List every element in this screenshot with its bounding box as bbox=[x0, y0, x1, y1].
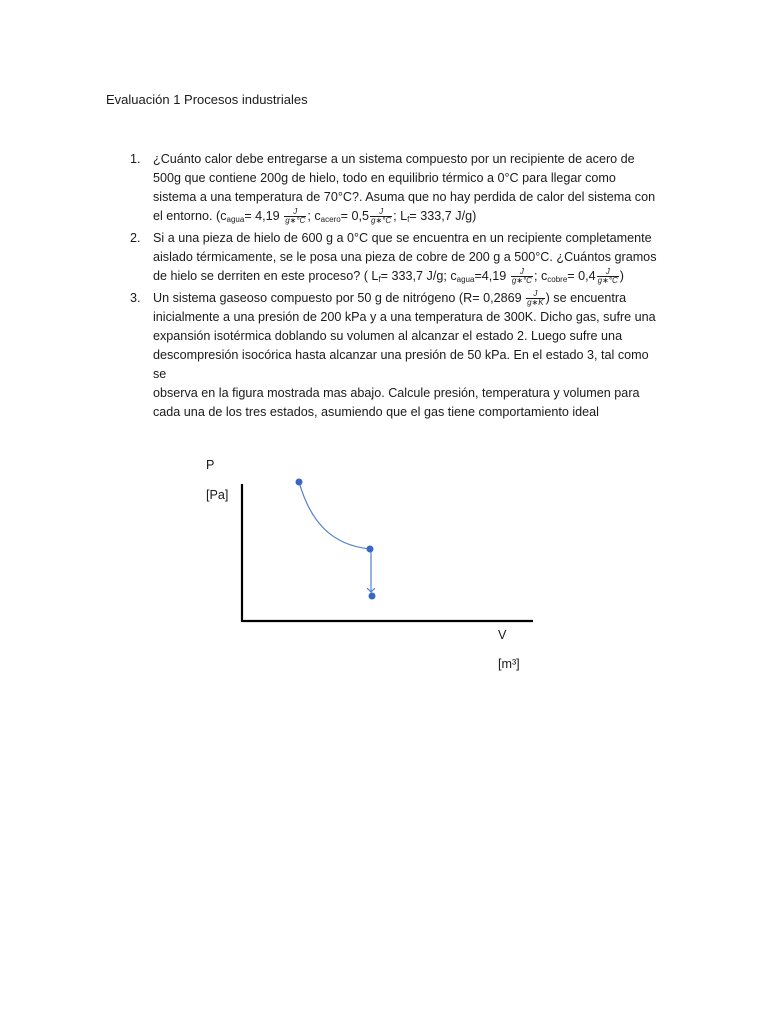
question-3-line-5: observa en la figura mostrada mas abajo. Calcule presión, temperatura y volumen para bbox=[153, 386, 640, 400]
question-2-line-3: de hielo se derriten en este proceso? ( $L_f= 333,7$ J/g; $c_{agua}=4,19$ $\frac{J}{g∗^\circ C}$ ; $c_{cobre}= 0,4$ $\frac{J}{g∗^\circ C}$ ) bbox=[153, 267, 624, 286]
fraction-j-per-gk: $\frac{J}{g∗K}$ bbox=[527, 289, 544, 308]
state-3-point bbox=[369, 593, 376, 600]
subscript-f: f bbox=[378, 275, 381, 284]
x-axis-unit: [m³] bbox=[498, 657, 520, 671]
isothermal-curve bbox=[299, 482, 370, 549]
question-1-line-2: 500g que contiene 200g de hielo, todo en equilibrio térmico a 0°C para llegar como bbox=[153, 171, 616, 185]
question-number: 3. bbox=[130, 291, 141, 305]
question-2-line-2: aislado térmicamente, se le posa una pieza de cobre de 200 g a 500°C. ¿Cuántos gramos bbox=[153, 250, 657, 264]
fraction-j-per-gc: $\frac{J}{g∗^\circ C}$ bbox=[371, 207, 392, 226]
state-1-point bbox=[296, 479, 303, 486]
subscript-acero: acero bbox=[320, 215, 341, 224]
question-1-line-1: ¿Cuánto calor debe entregarse a un sistema compuesto por un recipiente de acero de bbox=[153, 152, 635, 166]
subscript-cobre: cobre bbox=[547, 275, 568, 284]
question-number: 1. bbox=[130, 152, 141, 166]
question-number: 2. bbox=[130, 231, 141, 245]
y-axis-unit: [Pa] bbox=[206, 488, 229, 502]
question-1-line-4: el entorno. ($c_{agua}= 4,19$ $\frac{J}{g∗^\circ C}$ ; $c_{acero}= 0,5$ $\frac{J}{g∗^\circ C}$ ; $L_f= 333,7$ J/g) bbox=[153, 207, 477, 226]
question-3-line-4: descompresión isocórica hasta alcanzar una presión de 50 kPa. En el estado 3, tal como se bbox=[153, 348, 649, 381]
y-axis-label: P bbox=[206, 458, 215, 472]
document-title: Evaluación 1 Procesos industriales bbox=[106, 92, 308, 107]
subscript-agua: agua bbox=[226, 215, 245, 224]
fraction-j-per-gc: $\frac{J}{g∗^\circ C}$ bbox=[511, 267, 532, 286]
question-3-line-6: cada una de los tres estados, asumiendo que el gas tiene comportamiento ideal bbox=[153, 405, 599, 419]
subscript-f: f bbox=[407, 215, 410, 224]
fraction-j-per-gc: $\frac{J}{g∗^\circ C}$ bbox=[285, 207, 306, 226]
state-2-point bbox=[367, 546, 374, 553]
question-3-line-3: expansión isotérmica doblando su volumen al alcanzar el estado 2. Luego sufre una bbox=[153, 329, 623, 343]
question-1-line-3: sistema a una temperatura de 70°C?. Asuma que no hay perdida de calor del sistema con bbox=[153, 190, 656, 204]
question-3-line-1: Un sistema gaseoso compuesto por 50 g de nitrógeno (R= 0,2869 $\frac{J}{g∗K}$ ) se encuentra bbox=[153, 289, 627, 308]
question-2-line-1: Si a una pieza de hielo de 600 g a 0°C que se encuentra en un recipiente completamente bbox=[153, 231, 652, 245]
subscript-agua: agua bbox=[456, 275, 475, 284]
fraction-j-per-gc: $\frac{J}{g∗^\circ C}$ bbox=[597, 267, 618, 286]
x-axis-label: V bbox=[498, 628, 507, 642]
question-3-line-2: inicialmente a una presión de 200 kPa y a una temperatura de 300K. Dicho gas, sufre una bbox=[153, 310, 656, 324]
